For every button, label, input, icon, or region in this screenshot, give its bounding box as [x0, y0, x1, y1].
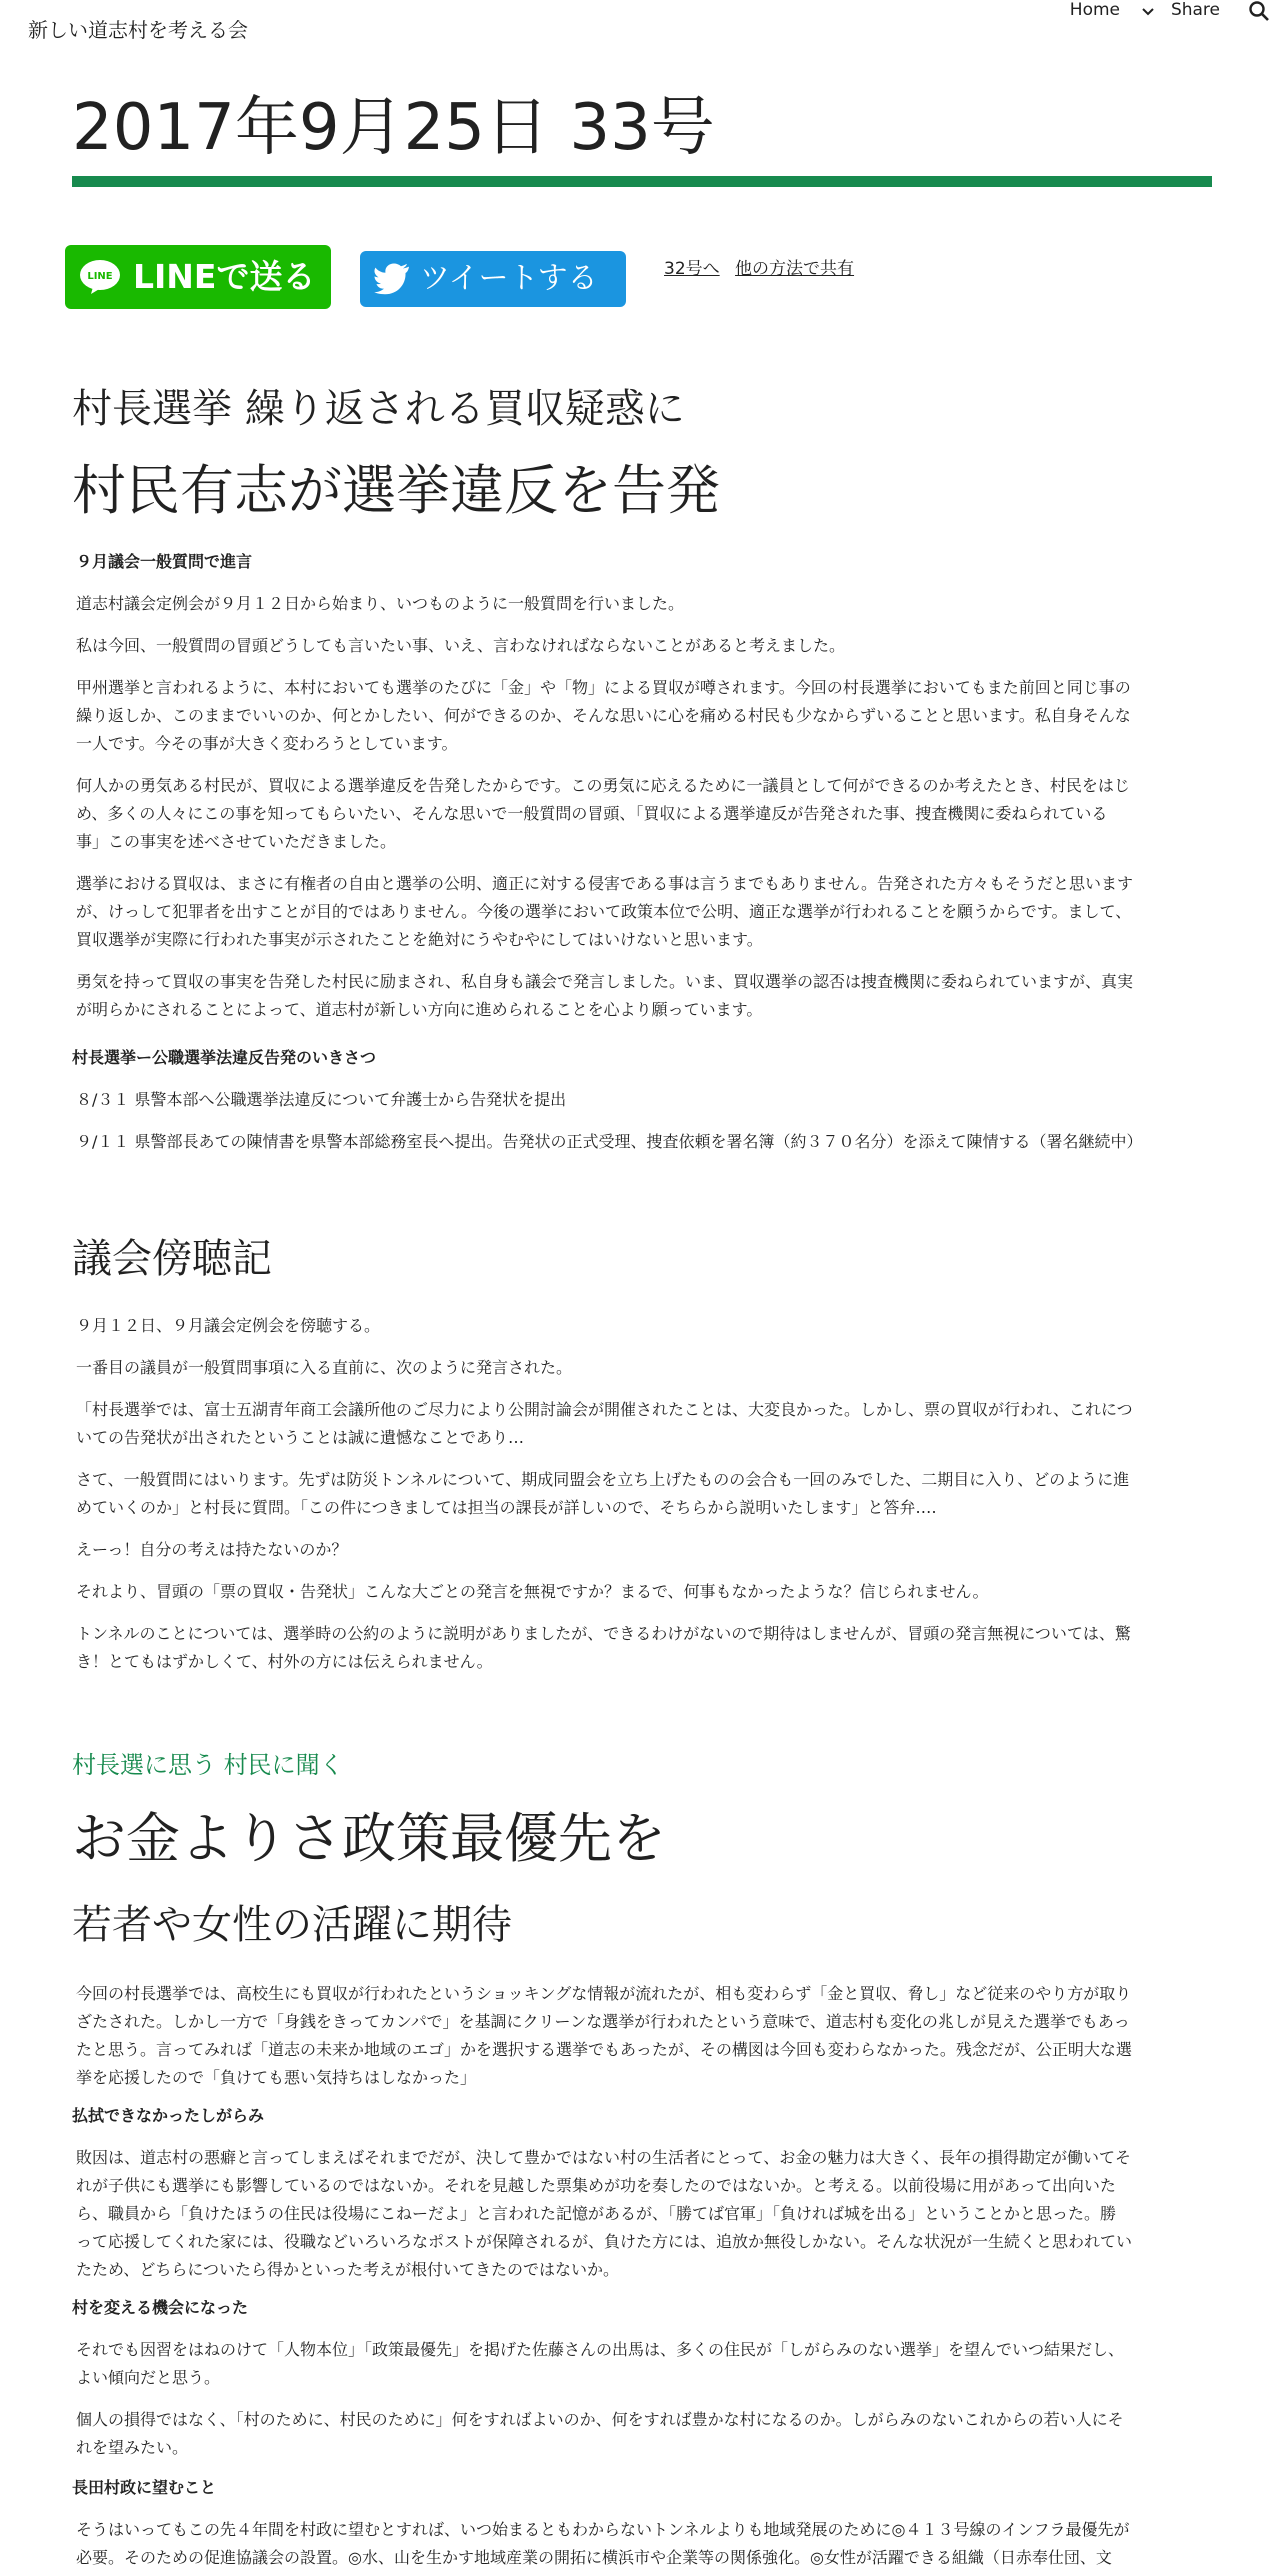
- article2-paragraph-3: 「村長選挙では、富士五湖青年商工会議所他のご尽力により公開討論会が開催されたことは、大変良かった。しかし、票の買収が行われ、これにつ いての告発状が出されたということは誠に遺憾なことであり…: [76, 1400, 1133, 1447]
- tweet-button-label: ツイートする: [420, 261, 598, 296]
- article3-intro: 今回の村長選挙では、高校生にも買収が行われたというショッキングな情報が流れたが、相も変わらず「金と買収、脅し」など従来のやり方が取り ざたされた。しかし一方で「身銭をきってカンパで」を基調にクリーンな選挙が行われたという意味で、道志村も変化の兆しが見えた選挙でもあっ たと思う。言ってみれば「道志の未来か地域のエゴ」かを選択する選挙でもあったが、その構図は今回も変わらなかった。残念だが、公正明大な選 挙を応援したので「負けても悪い気持ちはしなかった」: [76, 1984, 1132, 2087]
- article3-section-label: 村を変える機会になった: [72, 2298, 249, 2317]
- article3-section-label: 払拭できなかったしがらみ: [72, 2106, 265, 2125]
- article1-paragraph-1: 道志村議会定例会が９月１２日から始まり、いつものように一般質問を行いました。: [76, 594, 685, 613]
- nav-home-link[interactable]: Home: [1069, 0, 1120, 20]
- article1-subtitle: 村長選挙 繰り返される買収疑惑に: [72, 386, 685, 432]
- article2-paragraph-2: 一番目の議員が一般質問事項に入る直前に、次のように発言された。: [76, 1358, 573, 1377]
- article1-headline: 村民有志が選挙違反を告発: [72, 459, 720, 522]
- article1-section-label: ９月議会一般質問で進言: [76, 552, 253, 571]
- nav-share-link[interactable]: Share: [1170, 0, 1220, 20]
- twitter-bird-icon: [374, 263, 410, 295]
- line-button-label: LINEで送る: [133, 257, 316, 296]
- article1-paragraph-2: 私は今回、一般質問の冒頭どうしても言いたい事、いえ、言わなければならないことがあると考えました。: [76, 636, 845, 655]
- article2-paragraph-7: トンネルのことについては、選挙時の公約のように説明がありましたが、できるわけがないので期待はしませんが、冒頭の発言無視については、驚 き！とてもはずかしくて、村外の方には伝えられません。: [76, 1624, 1131, 1671]
- line-share-button[interactable]: [65, 245, 331, 309]
- timeline-item: ８/３１ 県警本部へ公職選挙法違反について弁護士から告発状を提出: [76, 1090, 567, 1109]
- top-bar: [0, 0, 1284, 56]
- article1-paragraph-6: 勇気を持って買収の事実を告発した村民に励まされ、私自身も議会で発言しました。いま、買収選挙の認否は捜査機関に委ねられていますが、真実 が明らかにされることによって、道志村が新しい方向に進められることを心より願っています。: [76, 972, 1133, 1019]
- page-title: 2017年9月25日 33号: [72, 91, 715, 165]
- article3-headline: お金よりさ政策最優先を: [72, 1807, 666, 1870]
- article3-subtitle: 若者や女性の活躍に期待: [72, 1902, 512, 1948]
- tweet-button[interactable]: [360, 251, 626, 307]
- timeline-item: ９/１１ 県警部長あての陳情書を県警本部総務室長へ提出。告発状の正式受理、捜査依頼を署名簿（約３７０名分）を添えて陳情する（署名継続中）: [76, 1132, 1143, 1151]
- line-logo-icon: [79, 259, 121, 295]
- article3-section1-paragraph: 敗因は、道志村の悪癖と言ってしまえばそれまでだが、決して豊かではない村の生活者にとって、お金の魅力は大きく、長年の損得勘定が働いてそ れが子供にも選挙にも影響しているのではないか。それを見越した票集めが功を奏したのではないか。と考える。以前役場に用があって出向いた ら、職員から「負けたほうの住民は役場にこねーだよ」と言われた記憶があるが、「勝てば官軍」「負ければ城を出る」ということかと思った。勝 って応援してくれた家には、役職などいろいろなポストが保障されるが、負けた方には、追放か無役しかない。そんな状況が一生続くと思われてい たため、どちらについたら得かといった考えが根付いてきたのではないか。: [76, 2148, 1133, 2279]
- title-divider: [72, 176, 1212, 187]
- article1-paragraph-4: 何人かの勇気ある村民が、買収による選挙違反を告発したからです。この勇気に応えるために一議員として何ができるのか考えたとき、村民をはじ め、多くの人々にこの事を知ってもらいたい、そんな思いで一般質問の冒頭、「買収による選挙違反が告発された事、捜査機関に委ねられている 事」この事実を述べさせていただきました。: [76, 776, 1130, 851]
- article1-paragraph-5: 選挙における買収は、まさに有権者の自由と選挙の公明、適正に対する侵害である事は言うまでもありません。告発された方々もそうだと思います が、けっして犯罪者を出すことが目的ではありません。今後の選挙において政策本位で公明、適正な選挙が行われることを願うからです。まして、 買収選挙が実際に行われた事実が示されたことを絶対にうやむやにしてはいけないと思います。: [76, 874, 1133, 949]
- search-icon[interactable]: [1248, 0, 1270, 22]
- article2-paragraph-6: それより、冒頭の「票の買収・告発状」こんな大ごとの発言を無視ですか？まるで、何事もなかったような？信じられません。: [76, 1582, 989, 1601]
- article1-paragraph-3: 甲州選挙と言われるように、本村においても選挙のたびに「金」や「物」による買収が噂されます。今回の村長選挙においてもまた前回と同じ事の 繰り返しか、このままでいいのか、何とかしたい、何ができるのか、そんな思いに心を痛める村民も少なからずいることと思います。私自身そんな 一人です。今その事が大きく変わろうとしています。: [76, 678, 1131, 753]
- article2-paragraph-5: えーっ！自分の考えは持たないのか？: [76, 1540, 348, 1559]
- article2-paragraph-1: ９月１２日、９月議会定例会を傍聴する。: [76, 1316, 381, 1335]
- article2-heading: 議会傍聴記: [72, 1236, 272, 1282]
- line-logo-text: LINE: [87, 271, 113, 282]
- share-links: [664, 254, 864, 279]
- article3-section3-paragraph: そうはいってもこの先４年間を村政に望むとすれば、いつ始まるともわからないトンネルよりも地域発展のために◎４１３号線のインフラ最優先が 必要。そのための促進協議会の設置。◎水、山を生かす地域産業の開拓に横浜市や企業等の関係強化。◎女性が活躍できる組織（日赤奉仕団、文: [76, 2520, 1130, 2567]
- article3-section2-paragraph-1: それでも因習をはねのけて「人物本位」「政策最優先」を掲げた佐藤さんの出馬は、多くの住民が「しがらみのない選挙」を望んでいつ結果だし、 よい傾向だと思う。: [76, 2340, 1125, 2387]
- article3-section2-paragraph-2: 個人の損得ではなく、「村のために、村民のために」何をすればよいのか、何をすれば豊かな村になるのか。しがらみのないこれからの若い人にそ れを望みたい。: [76, 2410, 1124, 2457]
- site-title[interactable]: 新しい道志村を考える会: [28, 18, 248, 42]
- article2-paragraph-4: さて、一般質問にはいります。先ずは防災トンネルについて、期成同盟会を立ち上げたものの会合も一回のみでした、二期目に入り、どのように進 めていくのか」と村長に質問。「この件につきましては担当の課長が詳しいので、そちらから説明いたします」と答弁‥‥: [76, 1470, 1130, 1517]
- article3-section-label: 長田村政に望むこと: [72, 2478, 217, 2497]
- article3-kicker: 村長選に思う 村民に聞く: [72, 1751, 344, 1779]
- prev-issue-link[interactable]: 32号へ: [664, 259, 720, 279]
- timeline-label: 村長選挙ー公職選挙法違反告発のいきさつ: [72, 1048, 377, 1067]
- chevron-down-icon[interactable]: [1138, 2, 1158, 22]
- other-share-link[interactable]: 他の方法で共有: [735, 259, 855, 279]
